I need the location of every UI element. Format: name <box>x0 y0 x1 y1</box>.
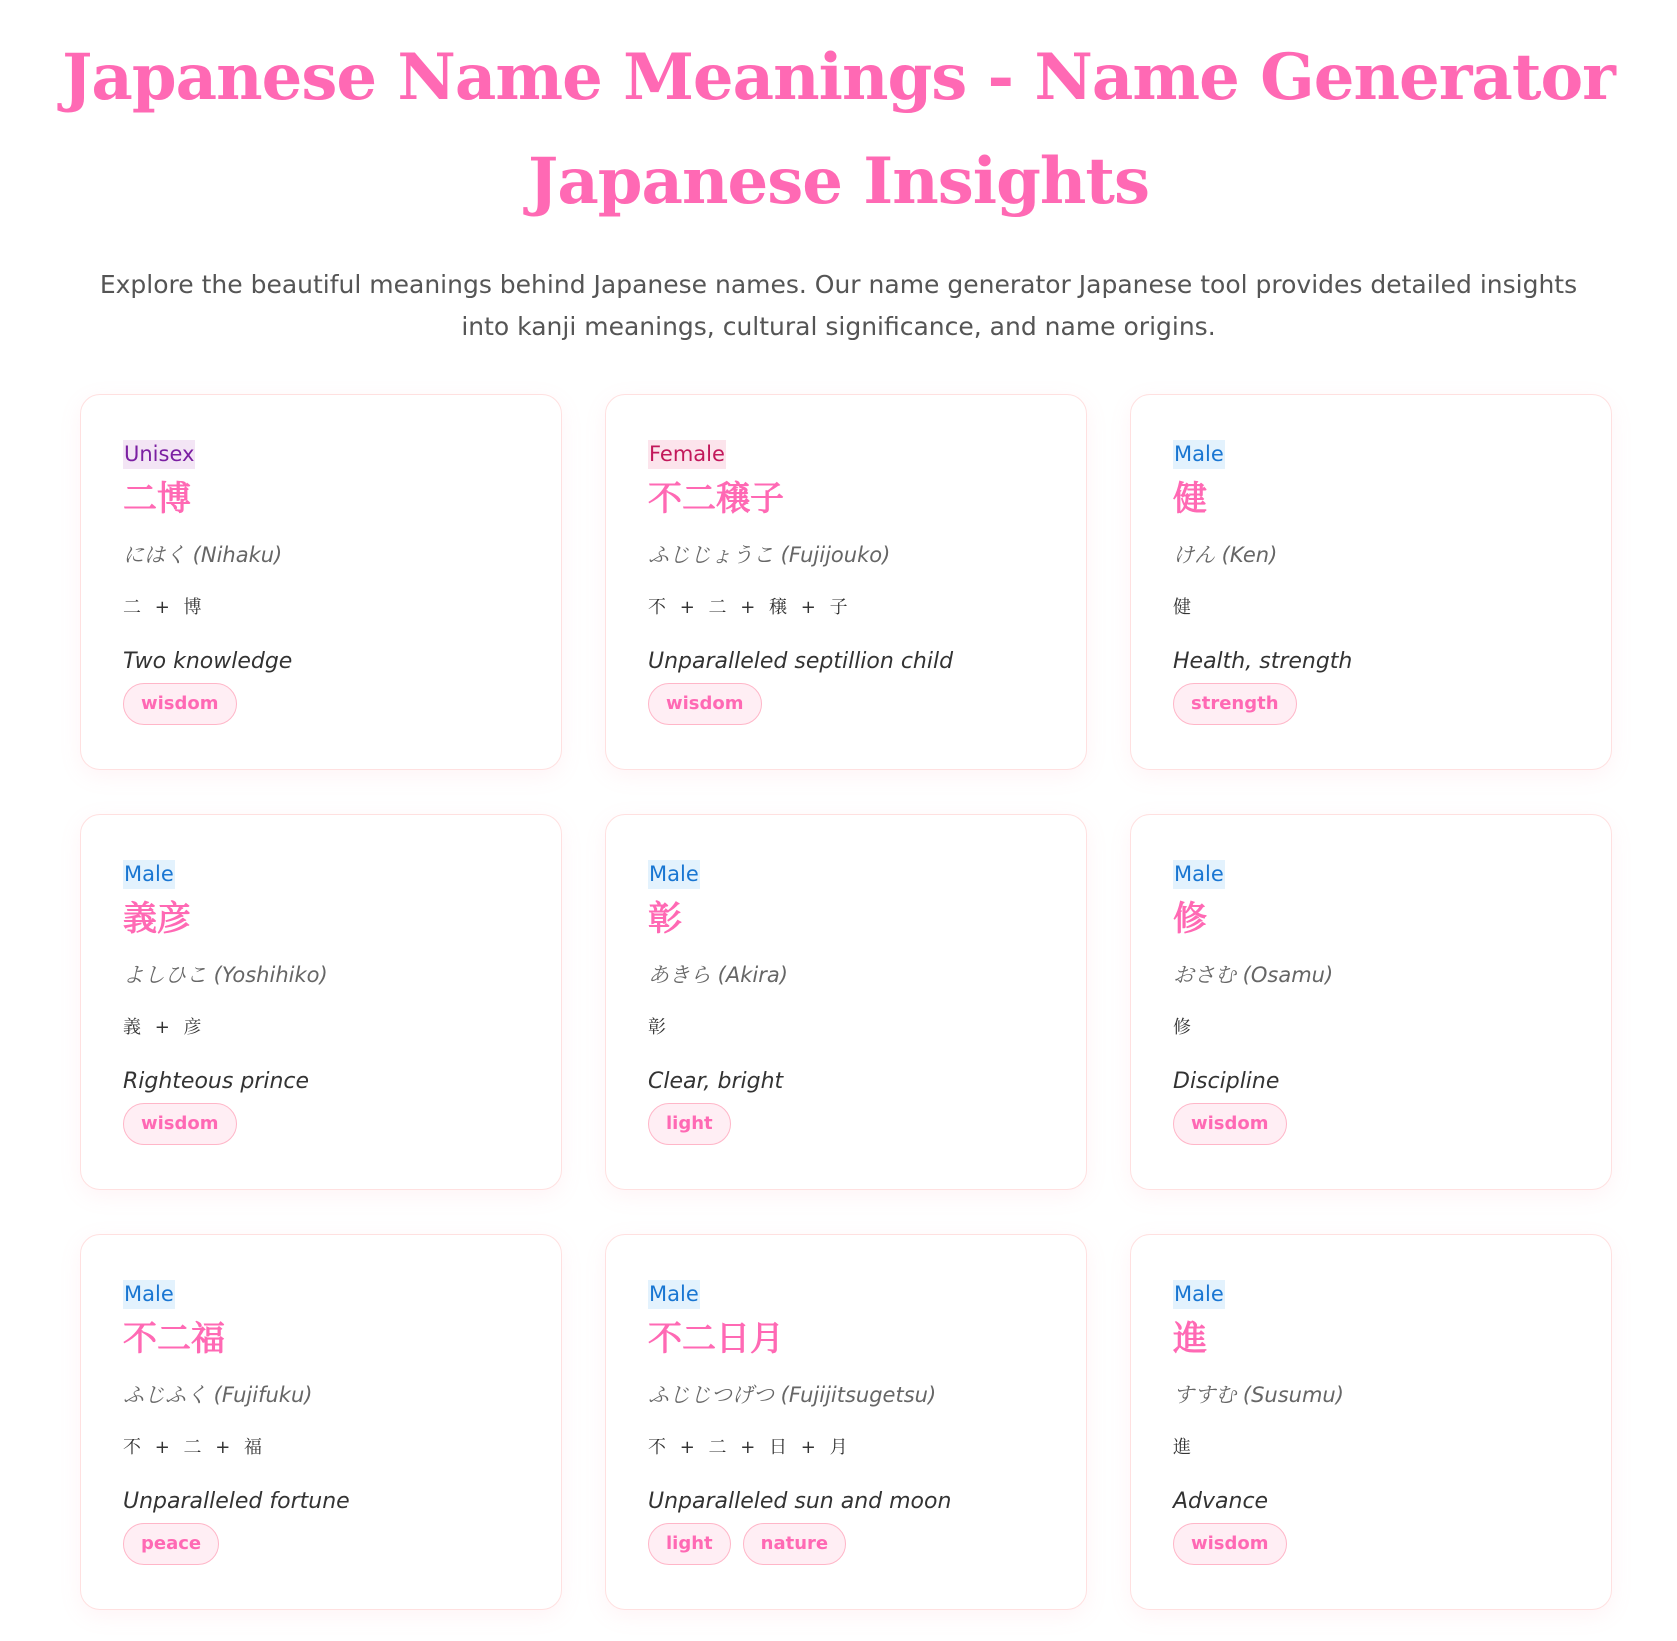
tag-list <box>648 683 1044 725</box>
kanji-components: 進 <box>1173 1437 1192 1458</box>
name-kanji: 不二日月 <box>648 1319 784 1359</box>
name-kanji: 健 <box>1173 479 1207 519</box>
tag-list <box>123 1103 519 1145</box>
tag[interactable]: wisdom <box>648 683 762 725</box>
gender-badge: Unisex <box>123 440 195 469</box>
gender-badge: Male <box>648 1280 700 1309</box>
name-card[interactable] <box>1130 1234 1612 1610</box>
name-reading: あきら (Akira) <box>648 963 788 987</box>
tag-list <box>1173 683 1569 725</box>
name-card[interactable] <box>605 814 1087 1190</box>
name-meaning: Righteous prince <box>123 1069 310 1094</box>
tag-list <box>1173 1103 1569 1145</box>
kanji-components: 義 + 彦 <box>123 1017 203 1038</box>
name-reading: ふじじつげつ (Fujijitsugetsu) <box>648 1383 937 1407</box>
name-card[interactable] <box>605 1234 1087 1610</box>
name-kanji: 二博 <box>123 479 191 519</box>
page-title: Japanese Name Meanings - Name Generator Japanese Insights <box>62 40 1615 219</box>
intro-text: Explore the beautiful meanings behind Japanese names. Our name generator Japanese tool provides detailed insights into kanji meanings, cultural significance, and name origins. <box>99 270 1578 341</box>
name-kanji: 義彦 <box>123 899 191 939</box>
tag[interactable]: wisdom <box>1173 1103 1287 1145</box>
name-kanji: 進 <box>1173 1319 1207 1359</box>
name-kanji: 彰 <box>648 899 682 939</box>
name-reading: すすむ (Susumu) <box>1173 1383 1344 1407</box>
name-card[interactable] <box>1130 814 1612 1190</box>
name-reading: ふじじょうこ (Fujijouko) <box>648 543 891 567</box>
tag[interactable]: light <box>648 1523 731 1565</box>
name-meaning: Unparalleled septillion child <box>648 649 954 674</box>
kanji-components: 不 + 二 + 日 + 月 <box>648 1437 849 1458</box>
tag-list <box>123 683 519 725</box>
name-meaning: Two knowledge <box>123 649 293 674</box>
gender-badge: Male <box>123 860 175 889</box>
tag[interactable]: strength <box>1173 683 1297 725</box>
name-reading: よしひこ (Yoshihiko) <box>123 963 328 987</box>
name-meaning: Health, strength <box>1173 649 1353 674</box>
name-card[interactable] <box>80 1234 562 1610</box>
gender-badge: Male <box>1173 860 1225 889</box>
name-reading: ふじふく (Fujifuku) <box>123 1383 313 1407</box>
name-card[interactable] <box>1130 394 1612 770</box>
gender-badge: Male <box>123 1280 175 1309</box>
tag[interactable]: wisdom <box>123 683 237 725</box>
tag[interactable]: wisdom <box>1173 1523 1287 1565</box>
name-card-grid <box>80 394 1612 1610</box>
name-card[interactable] <box>80 394 562 770</box>
kanji-components: 修 <box>1173 1017 1192 1038</box>
tag-list <box>648 1103 1044 1145</box>
gender-badge: Male <box>648 860 700 889</box>
tag[interactable]: nature <box>743 1523 846 1565</box>
name-kanji: 不二福 <box>123 1319 225 1359</box>
tag[interactable]: light <box>648 1103 731 1145</box>
tag[interactable]: peace <box>123 1523 219 1565</box>
name-meaning: Clear, bright <box>648 1069 784 1094</box>
name-meaning: Discipline <box>1173 1069 1280 1094</box>
name-kanji: 修 <box>1173 899 1207 939</box>
name-reading: おさむ (Osamu) <box>1173 963 1334 987</box>
page-header <box>0 0 1677 348</box>
gender-badge: Female <box>648 440 726 469</box>
name-meaning: Unparalleled fortune <box>123 1489 350 1514</box>
name-meaning: Advance <box>1173 1489 1269 1514</box>
tag-list <box>648 1523 1044 1565</box>
tag[interactable]: wisdom <box>123 1103 237 1145</box>
name-kanji: 不二穣子 <box>648 479 784 519</box>
kanji-components: 健 <box>1173 597 1192 618</box>
name-meaning: Unparalleled sun and moon <box>648 1489 952 1514</box>
name-card[interactable] <box>80 814 562 1190</box>
kanji-components: 不 + 二 + 穣 + 子 <box>648 597 849 618</box>
kanji-components: 二 + 博 <box>123 597 203 618</box>
gender-badge: Male <box>1173 440 1225 469</box>
tag-list <box>123 1523 519 1565</box>
tag-list <box>1173 1523 1569 1565</box>
name-reading: にはく (Nihaku) <box>123 543 283 567</box>
kanji-components: 彰 <box>648 1017 667 1038</box>
kanji-components: 不 + 二 + 福 <box>123 1437 264 1458</box>
name-card[interactable] <box>605 394 1087 770</box>
gender-badge: Male <box>1173 1280 1225 1309</box>
name-reading: けん (Ken) <box>1173 543 1278 567</box>
